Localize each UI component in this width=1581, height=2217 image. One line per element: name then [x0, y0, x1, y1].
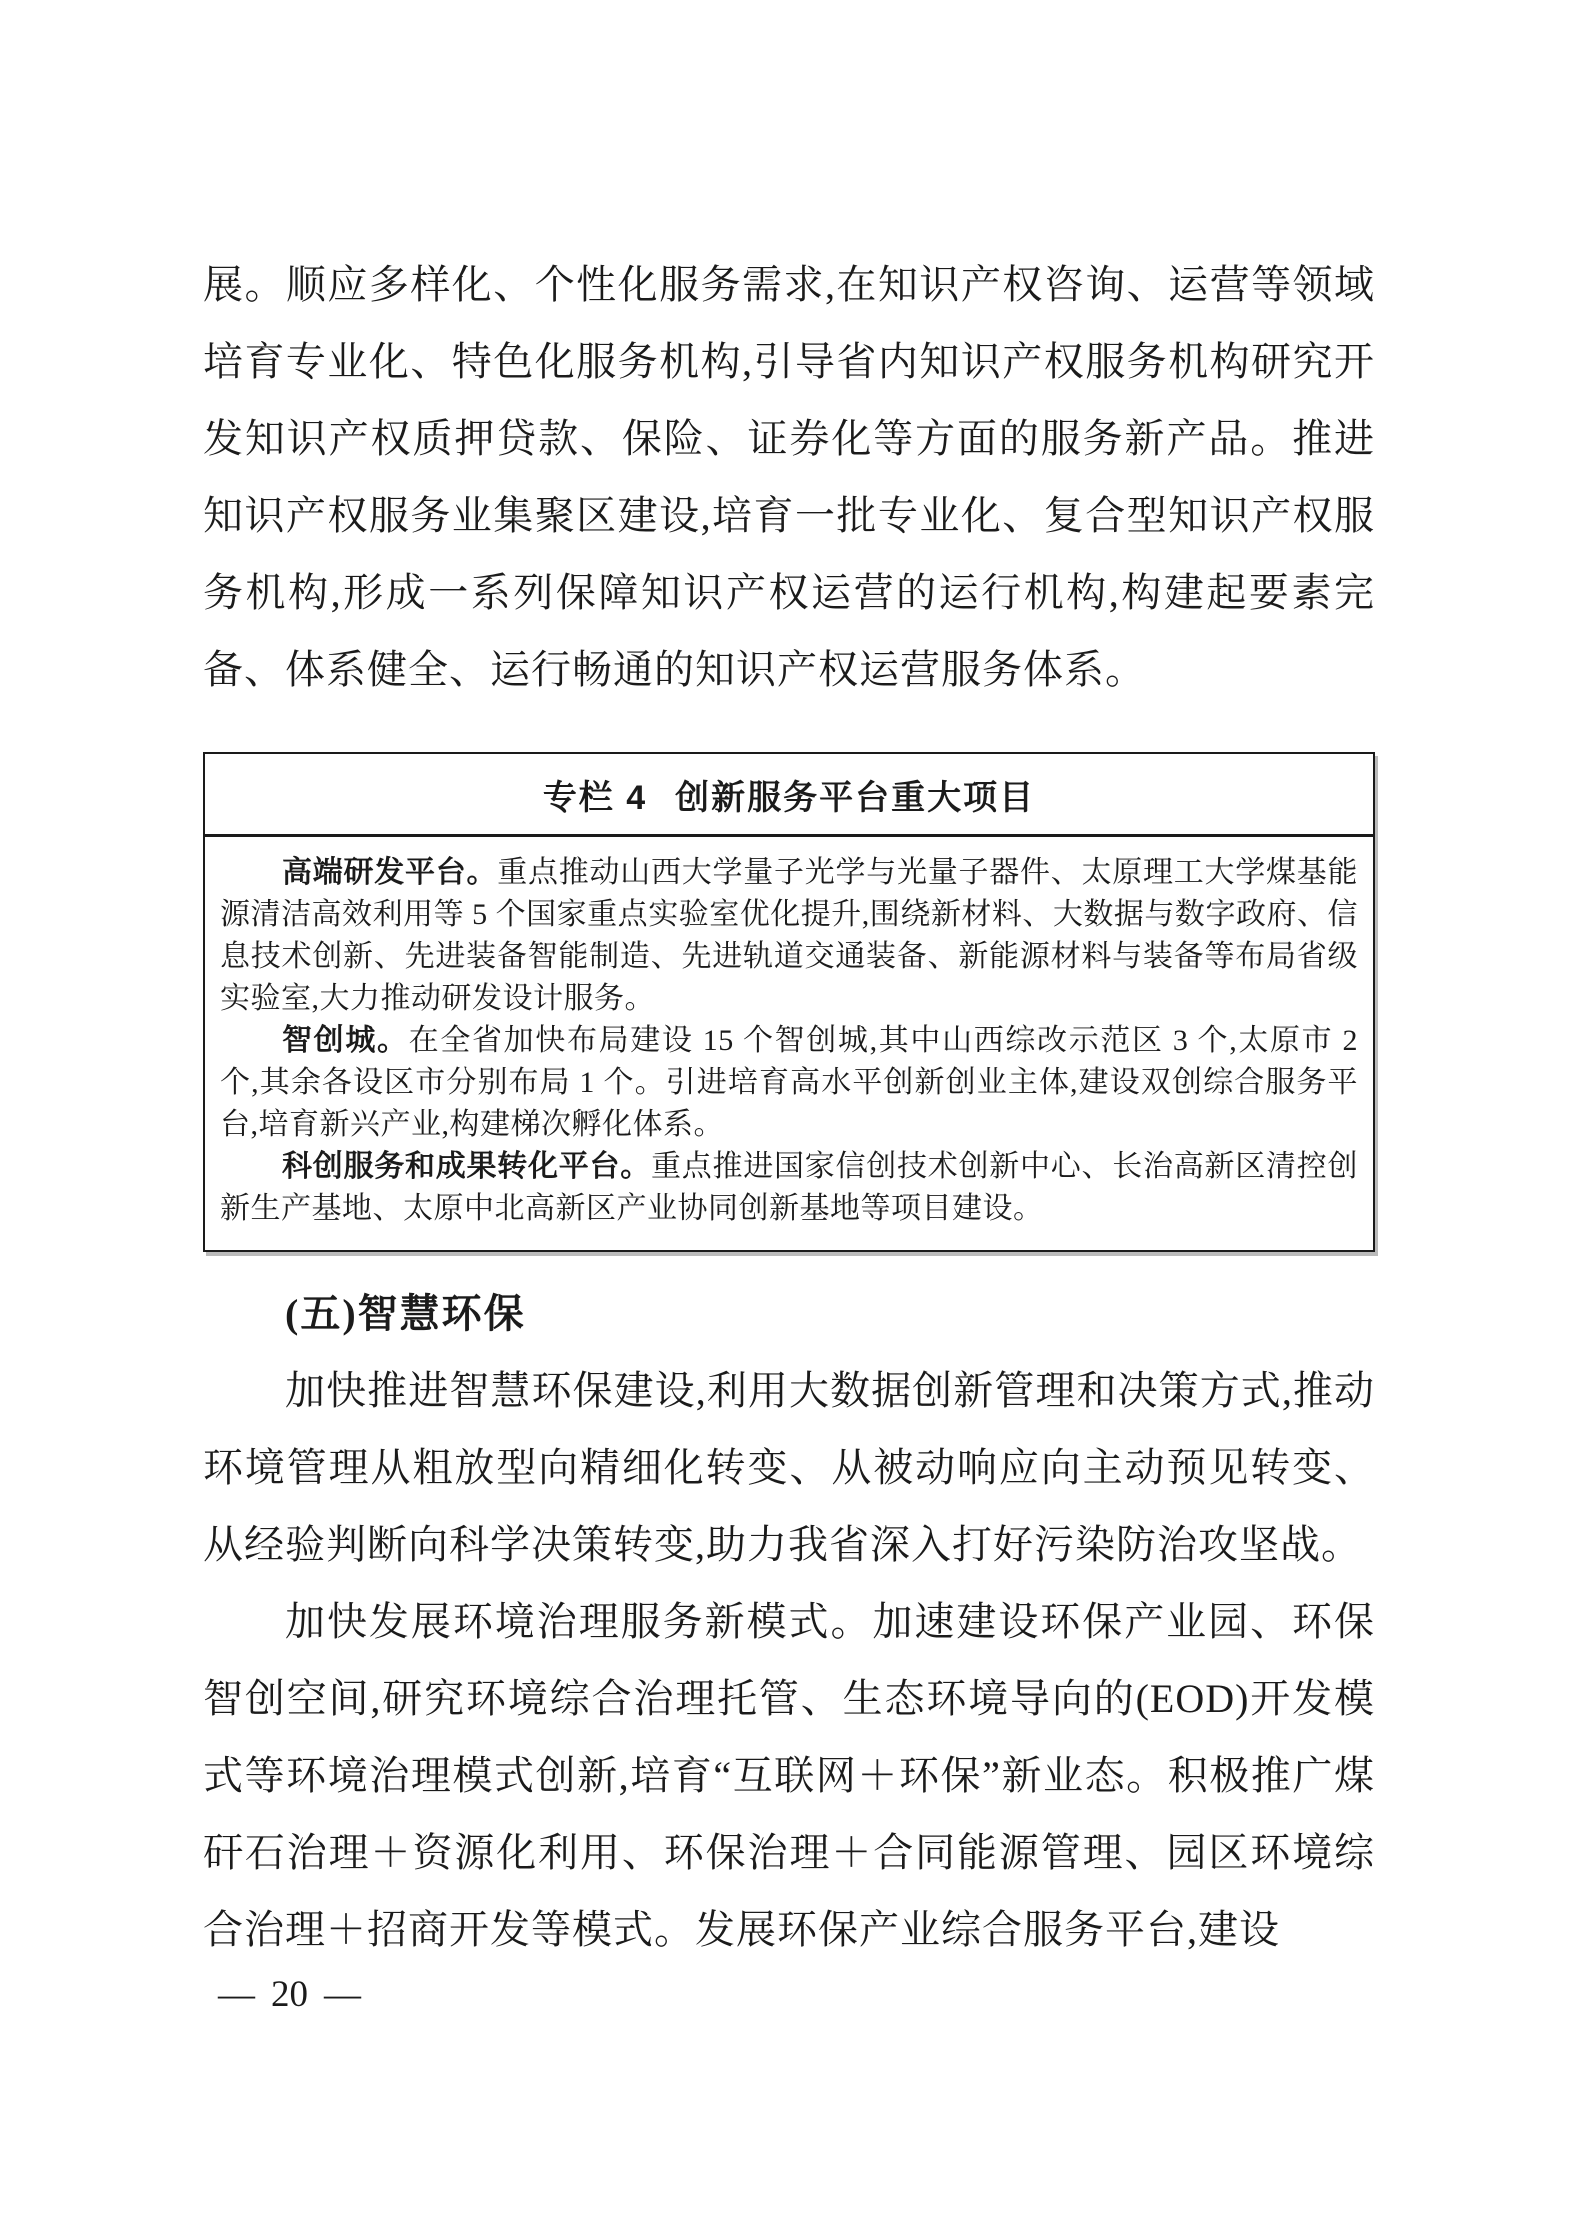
- box-paragraph-text: 在全省加快布局建设 15 个智创城,其中山西综改示范区 3 个,太原市 2 个,其余各设区市分别布局 1 个。引进培育高水平创新创业主体,建设双创综合服务平台,培育新兴产业,构建梯次孵化体系。: [220, 1024, 1359, 1141]
- box-paragraph-text: 重点推进国家信创技术创新中心、长治高新区清控创新生产基地、太原中北高新区产业协同创新基地等项目建设。: [220, 1150, 1358, 1225]
- page-content: [203, 246, 1375, 1968]
- section-paragraph-2: 加快发展环境治理服务新模式。加速建设环保产业园、环保智创空间,研究环境综合治理托管、生态环境导向的(EOD)开发模式等环境治理模式创新,培育“互联网＋环保”新业态。积极推广煤矸石治理＋资源化利用、环保治理＋合同能源管理、园区环境综合治理＋招商开发等模式。发展环保产业综合服务平台,建设: [203, 1599, 1375, 1952]
- box-paragraph-hi-end-rnd: [220, 852, 1358, 1020]
- box-paragraph-text: 重点推动山西大学量子光学与光量子器件、太原理工大学煤基能源清洁高效利用等 5 个国家重点实验室优化提升,围绕新材料、大数据与数字政府、信息技术创新、先进装备智能制造、先进轨道交通装备、新能源材料与装备等布局省级实验室,大力推动研发设计服务。: [220, 856, 1358, 1015]
- box-paragraph-smart-city: [220, 1020, 1358, 1146]
- box-header: [205, 754, 1373, 837]
- page-footer: [218, 1975, 361, 2015]
- footer-dash-left: —: [218, 1974, 255, 2015]
- box-label: 专栏 4: [542, 778, 648, 817]
- box-title: 创新服务平台重大项目: [675, 778, 1036, 817]
- opening-paragraph: 展。顺应多样化、个性化服务需求,在知识产权咨询、运营等领域培育专业化、特色化服务机构,引导省内知识产权服务机构研究开发知识产权质押贷款、保险、证券化等方面的服务新产品。推进知识产权服务业集聚区建设,培育一批专业化、复合型知识产权服务机构,形成一系列保障知识产权运营的运行机构,构建起要素完备、体系健全、运行畅通的知识产权运营服务体系。: [203, 262, 1375, 692]
- box-paragraph-sci-innovation: [220, 1146, 1358, 1230]
- footer-dash-right: —: [324, 1974, 361, 2015]
- section-paragraph-1: 加快推进智慧环保建设,利用大数据创新管理和决策方式,推动环境管理从粗放型向精细化转变、从被动响应向主动预见转变、从经验判断向科学决策转变,助力我省深入打好污染防治攻坚战。: [203, 1368, 1375, 1567]
- section-heading-smart-environment: (五)智慧环保: [285, 1291, 526, 1336]
- box-lead-phrase: 科创服务和成果转化平台。: [282, 1150, 651, 1183]
- special-column-box: [203, 752, 1375, 1252]
- box-lead-phrase: 智创城。: [282, 1024, 409, 1057]
- box-lead-phrase: 高端研发平台。: [282, 856, 498, 889]
- footer-page-number: 20: [271, 1974, 308, 2015]
- box-body: [205, 837, 1373, 1250]
